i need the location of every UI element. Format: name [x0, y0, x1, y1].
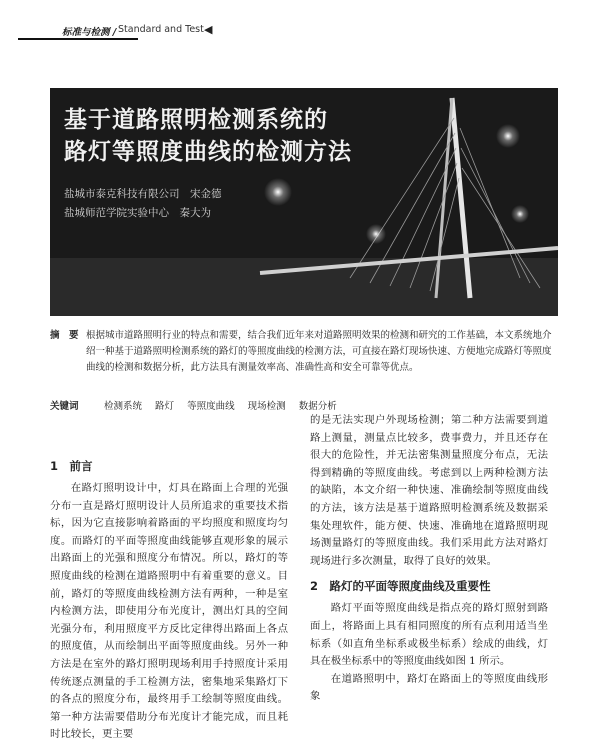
affiliation-1: 盐城市泰克科技有限公司 宋金德	[64, 188, 222, 200]
article-title-line-1: 基于道路照明检测系统的	[64, 107, 328, 133]
section-2-paragraph-2: 在道路照明中，路灯在路面上的等照度曲线形象	[310, 672, 548, 703]
continued-paragraph: 的是无法实现户外现场检测；第二种方法需要到道路上测量，测量点比较多，费事费力，并且还存在很大的危险性，并无法密集测量照度分布点，无法得到精确的等照度曲线。考虑到以上两种检测方法的缺陷，本文介绍一种快速、准确绘制等照度曲线的方法，该方法是基于道路照明检测系统及数据采集处理软件，能方便、快速、准确地在道路照明现场测量路灯的等照度曲线。我们采用此方法对路灯现场进行多次测量，取得了良好的效果。	[310, 414, 548, 567]
right-column	[310, 412, 548, 706]
header-rule	[18, 38, 138, 40]
section-1-heading: 1 前言	[50, 459, 93, 473]
arrow-icon: ◀	[204, 23, 213, 36]
abstract-text: 根据城市道路照明行业的特点和需要，结合我们近年来对道路照明效果的检测和研究的工作基础，本文系统地介绍一种基于道路照明检测系统的路灯的等照度曲线的检测方法，可直接在路灯现场快速、方便地完成路灯等照度曲线的检测和数据分析，此方法具有测量效率高、准确性高和安全可靠等优点。	[86, 330, 552, 373]
affiliation-2: 盐城师范学院实验中心 秦大为	[64, 207, 211, 219]
abstract-label: 摘 要	[50, 330, 79, 341]
section-label: 标准与检测 /	[62, 27, 117, 38]
section-2-heading: 2 路灯的平面等照度曲线及重要性	[310, 579, 491, 594]
running-header	[0, 24, 240, 42]
section-1-paragraph: 在路灯照明设计中，灯具在路面上合理的光强分布一直是路灯照明设计人员所追求的重要技术指标，因为它直接影响着路面的平均照度和照度均匀度。而路灯的平面等照度曲线能够直观形象的展示出路面上的光强和照度分布情况。所以，路灯的等照度曲线的检测在道路照明中有着重要的意义。目前，路灯的等照度曲线检测方法有两种，一种是室内检测方法，即使用分布光度计，测出灯具的空间光强分布，利用照度平方反比定律得出路面上各点的照度值，从而绘制出平面等照度曲线。另外一种方法是在室外的路灯照明现场利用手持照度计采用传统逐点测量的手工检测方法，密集地采集路灯下的各点的照度分布，最终用手工绘制等照度曲线。第一种方法需要借助分布光度计才能完成，而且耗时比较长，更主要	[50, 482, 288, 741]
section-2-paragraph-1: 路灯平面等照度曲线是指点亮的路灯照射到路面上，将路面上具有相同照度的所有点利用适当坐标系（如直角坐标系或极坐标系）绘成的曲线，灯具在极坐标系中的等照度曲线如图 1 所示。	[310, 602, 548, 668]
article-title-line-2: 路灯等照度曲线的检测方法	[64, 139, 352, 165]
section-english: Standard and Test	[118, 24, 204, 35]
keywords-list: 检测系统 路灯 等照度曲线 现场检测 数据分析	[104, 401, 337, 412]
keywords-label: 关键词	[50, 401, 79, 412]
title-banner	[50, 88, 558, 316]
left-column	[50, 458, 288, 744]
